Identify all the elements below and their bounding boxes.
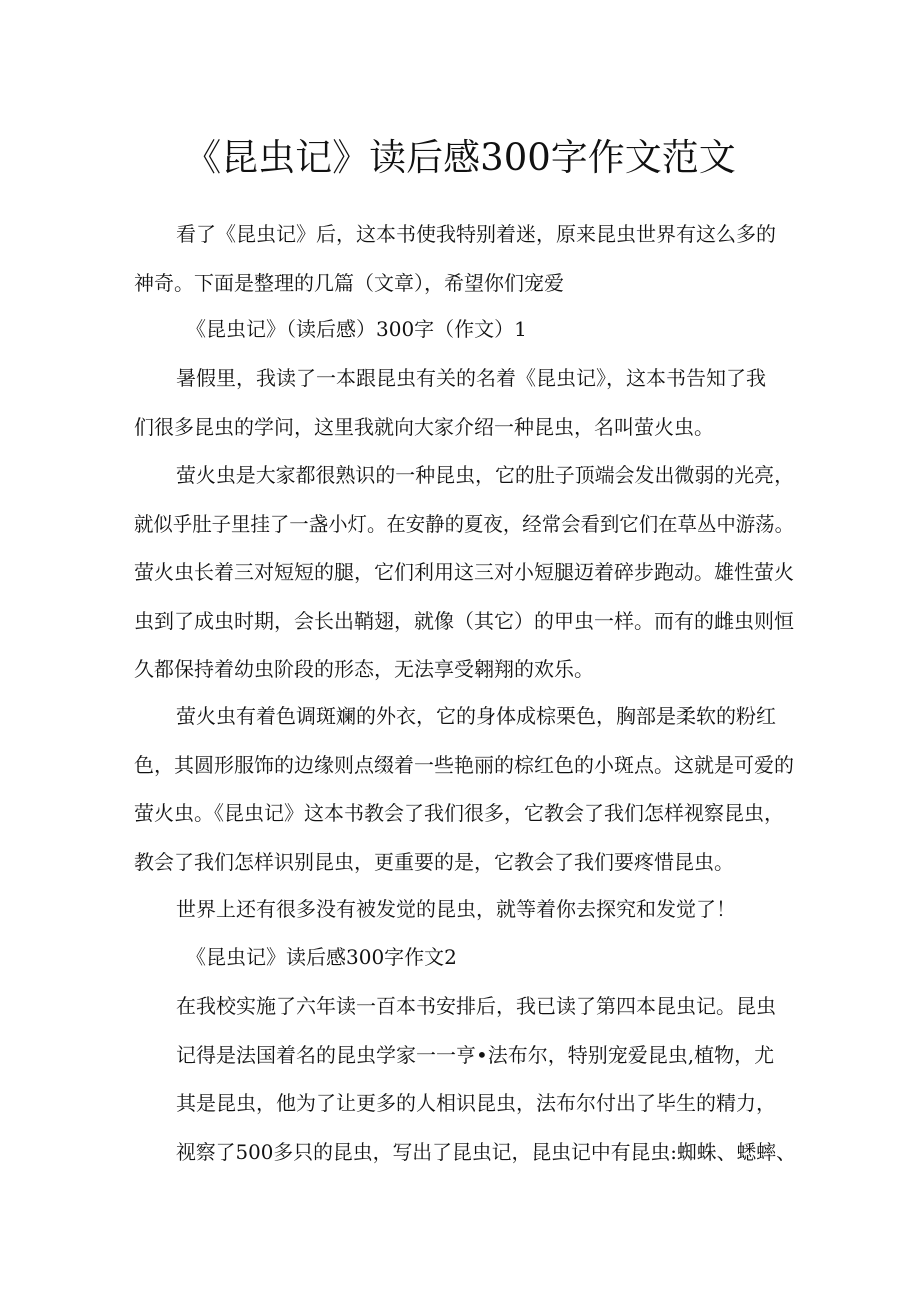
paragraph-4	[134, 885, 794, 934]
p2-line-3: 萤火虫长着三对短短的腿，它们利用这三对小短腿迈着碎步跑动。雄性萤火	[134, 560, 794, 584]
intro-paragraph	[134, 210, 794, 307]
p1-line-2: 们很多昆虫的学问，这里我就向大家介绍一种昆虫，名叫萤火虫。	[134, 414, 714, 439]
p2-line-5: 久都保持着幼虫阶段的形态，无法享受翱翔的欢乐。	[134, 657, 594, 681]
intro-line-2: 神奇。下面是整理的几篇（文章），希望你们宠爱	[134, 270, 564, 295]
p3-line-1: 萤火虫有着色调斑斓的外衣，它的身体成棕栗色，胸部是柔软的粉红	[176, 704, 776, 728]
document-title: 《昆虫记》读后感300字作文范文	[184, 136, 736, 179]
p4-line-1: 世界上还有很多没有被发觉的昆虫，就等着你去探究和发觉了！	[176, 897, 736, 921]
p1-line-1: 暑假里，我读了一本跟昆虫有关的名着《昆虫记》，这本书告知了我	[176, 366, 766, 390]
p3-line-3: 萤火虫。《昆虫记》这本书教会了我们很多，它教会了我们怎样视察昆虫，	[134, 801, 784, 825]
p2-line-2: 就似乎肚子里挂了一盏小灯。在安静的夏夜，经常会看到它们在草丛中游荡。	[134, 511, 795, 536]
p5-line-1: 在我校实施了六年读一百本书安排后，我已读了第四本昆虫记。昆虫	[176, 994, 776, 1018]
p3-line-4: 教会了我们怎样识别昆虫，更重要的是，它教会了我们要疼惜昆虫。	[134, 849, 734, 874]
section-heading-2: 《昆虫记》读后感300字作文2	[186, 945, 457, 969]
p5-line-2: 记得是法国着名的昆虫学家一一亨•法布尔，特别宠爱昆虫,植物，尤	[176, 1042, 775, 1067]
intro-line-1: 看了《昆虫记》后，这本书使我特别着迷，原来昆虫世界有这么多的	[176, 222, 776, 246]
p5-line-4: 视察了500多只的昆虫，写出了昆虫记，昆虫记中有昆虫:蜘蛛、蟋蟀、	[176, 1139, 796, 1164]
paragraph-1	[134, 354, 794, 451]
paragraph-2	[134, 451, 794, 694]
p3-line-2: 色，其圆形服饰的边缘则点缀着一些艳丽的棕红色的小斑点。这就是可爱的	[134, 752, 794, 777]
section-heading-1: 《昆虫记》（读后感）300字（作文）1	[186, 317, 527, 341]
paragraph-3	[134, 692, 794, 886]
p2-line-4: 虫到了成虫时期，会长出鞘翅，就像（其它）的甲虫一样。而有的雌虫则恒	[134, 608, 794, 633]
paragraph-5	[176, 982, 796, 1176]
p2-line-1: 萤火虫是大家都很熟识的一种昆虫，它的肚子顶端会发出微弱的光亮，	[176, 463, 795, 487]
p5-line-3: 其是昆虫，他为了让更多的人相识昆虫，法布尔付出了毕生的精力，	[176, 1091, 776, 1115]
